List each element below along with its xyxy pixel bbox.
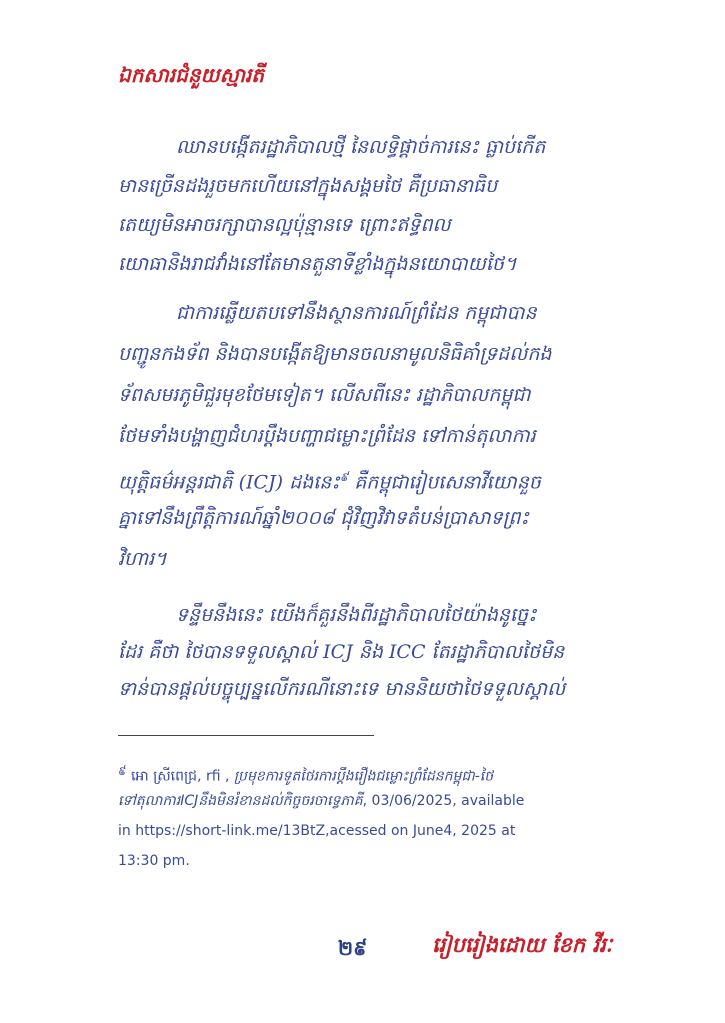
text-line: ទ័ពសមរភូមិជួរមុខថែមទៀត។ លើសពីនេះ រដ្ឋាភិបាលកម្ពុជា [118, 384, 531, 406]
text-line: ឈានបង្កើតរដ្ឋាភិបាលថ្មី នៃលទ្ធិផ្តាច់ការនេះ ធ្លាប់កើត [176, 136, 546, 158]
footnote-source: អោ ស្រីពេជ្រ, rfi , [130, 768, 234, 785]
text-line: វិហារ។ [118, 548, 167, 570]
paragraph-3 [118, 597, 603, 708]
document-header: ឯកសារជំនួយស្មារតី [118, 63, 264, 87]
footnote-line [118, 786, 603, 816]
footnote-title: ទៅតុលាការICJនឹងមិនរំខានដល់កិច្ចចរចាទ្វេភាគី [118, 793, 363, 809]
paragraph-1 [118, 128, 603, 284]
text-line: បញ្ជូនកងទ័ព និងបានបង្កើតឱ្យមានចលនាមូលនិធិគាំទ្រដល់កង [118, 343, 552, 365]
text-line: ទាន់បានផ្តល់បច្ចុប្បន្នលើករណីនោះទេ មាននិយថាថៃទទួលស្គាល់ [118, 678, 566, 700]
text-line: ជាការឆ្លើយតបទៅនឹងស្ថានការណ៍ព្រំដែន កម្ពុជាបាន [176, 302, 537, 324]
author-credit: រៀបរៀងដោយ ខែក វីរៈ [432, 932, 613, 957]
text-line-with-footnote [118, 457, 603, 498]
footnote [118, 756, 603, 876]
footnote-divider [118, 735, 374, 736]
text-segment: យុត្តិធម៌អន្តរជាតិ (ICJ) ដងនេះ [118, 471, 340, 494]
text-line: ថែមទាំងបង្ហាញជំហរប្តឹងបញ្ហាជម្លោះព្រំដែន ទៅកាន់តុលាការ [118, 425, 536, 447]
footnote-marker: ៩ [118, 764, 127, 778]
footnote-date: , 03/06/2025, available [362, 793, 525, 809]
text-segment: គឺកម្ពុជារៀបសេនាវីយោនួច [354, 471, 541, 494]
text-line: គ្នាទៅនឹងព្រឹត្តិការណ៍ឆ្នាំ២០០៨ ជុំវិញវិវាទតំបន់ប្រាសាទព្រះ [118, 507, 529, 529]
text-line: តេយ្យមិនអាចរក្សាបានល្អប៉ុន្មានទេ ព្រោះឥទ្ធិពល [118, 214, 451, 236]
footnote-link-line[interactable]: in https://short-link.me/13BtZ,acessed on June4, 2025 at [118, 823, 516, 839]
text-line: យោធានិងរាជវាំងនៅតែមានតួនាទីខ្លាំងក្នុងនយោបាយថៃ។ [118, 253, 517, 275]
paragraph-2 [118, 293, 603, 580]
text-line: មានច្រើនដងរួចមកហើយនៅក្នុងសង្គមថៃ គឺប្រធានាធិប [118, 175, 498, 197]
text-line: ដែរ គឺថា ថៃបានទទួលស្គាល់ ICJ និង ICC តែរដ្ឋាភិបាលថៃមិន [118, 641, 565, 663]
text-line: ទន្ទឹមនឹងនេះ យើងក៏គួរនឹងពីរដ្ឋាភិបាលថៃយ៉ាងនូច្នេះ [176, 604, 537, 626]
footnote-reference[interactable]: ៩ [339, 470, 349, 484]
footnote-title: ប្រមុខការទូតថៃរការប្តឹងរឿងជម្លោះព្រំដែនកម្ពុជា-ថៃ [233, 768, 494, 785]
page-number: ២៩ [338, 936, 368, 960]
footnote-line [118, 756, 603, 786]
footnote-line: 13:30 pm. [118, 853, 190, 869]
